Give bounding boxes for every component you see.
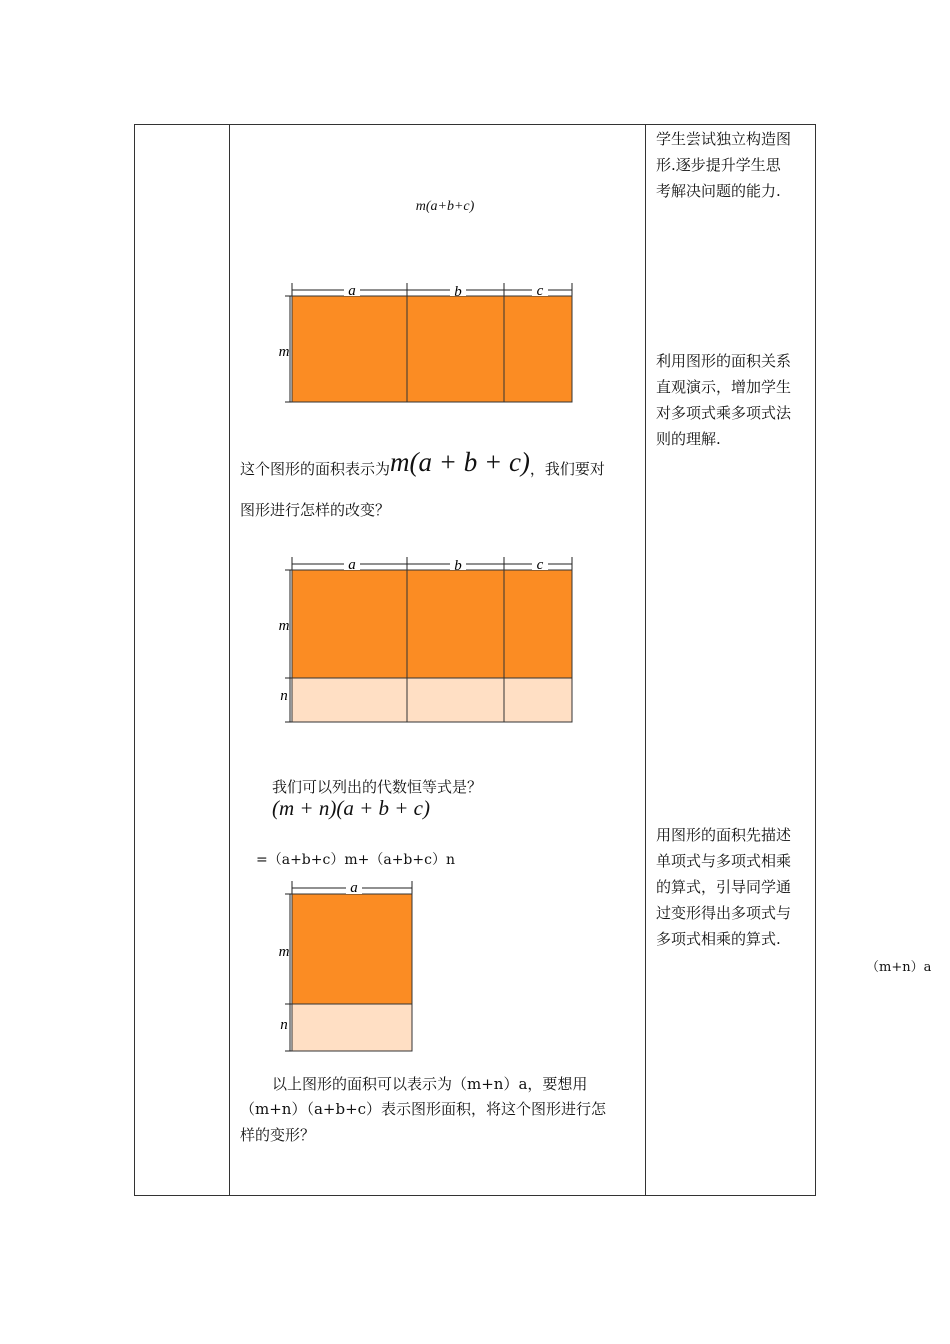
paragraph-transform-question-line1: 以上图形的面积可以表示为（m+n）a，要想用 (272, 1075, 588, 1093)
note-2-line: 利用图形的面积关系 (656, 352, 792, 370)
fig2-rect-an (292, 678, 407, 722)
note-2 (656, 348, 811, 452)
para1-math-expression: m(a + b + c) (390, 447, 530, 477)
fig1-rect-a (292, 296, 407, 402)
figure-3-rectangle-diagram (270, 876, 430, 1056)
fig2-rect-cm (504, 570, 572, 678)
note-2-line: 对多项式乘多项式法 (656, 404, 792, 422)
fig2-label-m: m (278, 618, 290, 634)
figure-caption-expression: m(a+b+c) (415, 199, 475, 214)
table-left-border (134, 124, 135, 1196)
paragraph-transform-question-line2: （m+n）（a+b+c）表示图形面积，将这个图形进行怎 (240, 1100, 607, 1118)
fig3-label-n: n (280, 1017, 288, 1033)
note-2-line: 直观演示，增加学生 (656, 378, 792, 396)
fig1-rect-c (504, 296, 572, 402)
identity-expression: (m + n)(a + b + c) (272, 796, 430, 820)
figure-1-rectangle-diagram (270, 278, 590, 413)
note-3 (656, 822, 811, 952)
note-3-line: 的算式，引导同学通 (656, 878, 792, 896)
fig2-label-b: b (454, 558, 462, 574)
fig3-label-a: a (350, 880, 358, 896)
table-bottom-border (134, 1195, 816, 1196)
paragraph-area-expression (240, 447, 640, 482)
paragraph-question-line: 图形进行怎样的改变？ (240, 501, 391, 519)
note-1-line: 形.逐步提升学生思 (656, 156, 781, 174)
fig1-label-b: b (454, 284, 462, 300)
fig1-label-c: c (536, 283, 544, 299)
fig2-rect-am (292, 570, 407, 678)
note-1 (656, 126, 811, 204)
paragraph-transform-question-line3: 样的变形？ (240, 1126, 316, 1144)
fig1-label-a: a (348, 283, 356, 299)
fig3-rect-an (292, 1004, 412, 1051)
note-2-line: 则的理解. (656, 430, 721, 448)
fig2-label-a: a (348, 557, 356, 573)
fig1-label-m: m (278, 344, 290, 360)
note-1-line: 学生尝试独立构造图 (656, 130, 792, 148)
note-3-line: 用图形的面积先描述 (656, 826, 792, 844)
fig2-rect-bm (407, 570, 504, 678)
note-1-line: 考解决问题的能力. (656, 182, 781, 200)
table-col-divider-2 (645, 124, 646, 1196)
fig2-rect-bn (407, 678, 504, 722)
para1-suffix: ，我们要对 (529, 460, 605, 478)
note-3-line: 单项式与多项式相乘 (656, 852, 792, 870)
table-top-border (134, 124, 816, 125)
fig2-label-c: c (536, 557, 544, 573)
paragraph-identity-question: 我们可以列出的代数恒等式是？ (272, 778, 483, 796)
identity-expansion-line: =（a+b+c）m+（a+b+c）n (256, 852, 455, 868)
note-3-line: 多项式相乘的算式. (656, 930, 781, 948)
fig1-rect-b (407, 296, 504, 402)
table-right-border (815, 124, 816, 1196)
table-col-divider-1 (229, 124, 230, 1196)
note-3-line: 过变形得出多项式与 (656, 904, 792, 922)
figure-2-rectangle-diagram (270, 552, 590, 732)
fig3-label-m: m (278, 944, 290, 960)
fig3-rect-am (292, 894, 412, 1004)
margin-note-expression: （m+n）a (866, 960, 932, 975)
fig2-label-n: n (280, 688, 288, 704)
fig2-rect-cn (504, 678, 572, 722)
para1-prefix: 这个图形的面积表示为 (240, 460, 391, 478)
